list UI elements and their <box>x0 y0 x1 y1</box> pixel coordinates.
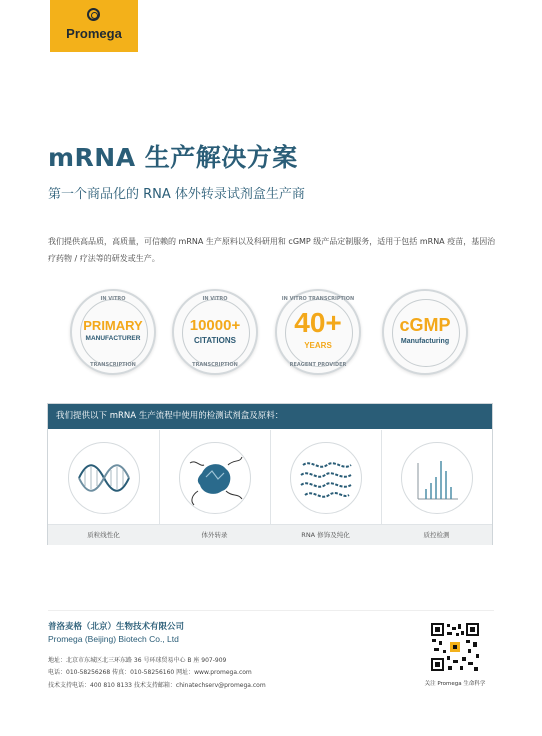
badge-arc-top: IN VITRO <box>100 296 126 302</box>
badge-main-text: 10000+ <box>189 317 241 334</box>
bar-chart-icon <box>401 442 473 514</box>
company-name-cn: 普洛麦格（北京）生物技术有限公司 <box>48 622 185 632</box>
brand-name: Promega <box>66 26 122 41</box>
dna-helix-icon <box>68 442 140 514</box>
badge-sub-text: CITATIONS <box>194 336 236 345</box>
workflow-step-label: 质控检测 <box>381 524 492 545</box>
page-title: mRNA 生产解决方案 <box>48 143 298 172</box>
transcription-icon <box>179 442 251 514</box>
workflow-step-qc <box>381 430 492 544</box>
badge-arc-top: IN VITRO TRANSCRIPTION <box>281 296 355 302</box>
workflow-step-label: RNA 修饰及纯化 <box>270 524 381 545</box>
badge-arc-bottom: TRANSCRIPTION <box>192 362 238 368</box>
workflow-header: 我们提供以下 mRNA 生产流程中使用的检测试剂盒及原料： <box>48 404 492 429</box>
rna-strands-icon <box>290 442 362 514</box>
workflow-step-label: 体外转录 <box>159 524 270 545</box>
badge-main-text: cGMP <box>399 315 451 335</box>
promega-logo <box>50 0 138 52</box>
page-subtitle: 第一个商品化的 RNA 体外转录试剂盒生产商 <box>48 187 305 202</box>
intro-paragraph: 我们提供高品质，高质量，可信赖的 mRNA 生产原料以及科研用和 cGMP 级产品定制服务，适用于包括 mRNA 疫苗，基因治疗药物 / 疗法等的研发或生产。 <box>48 237 496 263</box>
workflow-panel <box>47 403 493 545</box>
badge-arc-bottom: REAGENT PROVIDER <box>289 362 347 368</box>
workflow-step-linearization <box>48 430 159 544</box>
qr-caption: 关注 Promega 生命科学 <box>424 681 486 687</box>
badge-arc-bottom: TRANSCRIPTION <box>90 362 136 368</box>
company-address: 地址：北京市东城区北三环东路 36 号环球贸易中心 B 座 907-909 <box>48 657 227 664</box>
badge-arc-top: IN VITRO <box>202 296 228 302</box>
workflow-step-transcription <box>159 430 270 544</box>
badge-years <box>275 289 361 375</box>
qr-code-icon <box>430 622 480 672</box>
promega-logo-icon <box>87 8 100 21</box>
badge-primary-manufacturer <box>70 289 156 375</box>
badge-main-text: PRIMARY <box>83 318 143 333</box>
badge-sub-text: Manufacturing <box>400 338 450 345</box>
company-support: 技术支持电话：400 810 8133 技术支持邮箱：chinatechserv@promega.com <box>48 682 266 689</box>
badge-citations <box>172 289 258 375</box>
badge-main-text: 40+ <box>294 307 342 338</box>
badge-sub-text: MANUFACTURER <box>85 335 141 342</box>
company-name-en: Promega (Beijing) Biotech Co., Ltd <box>48 634 179 644</box>
footer-divider <box>48 610 494 611</box>
badge-cgmp <box>382 289 468 375</box>
company-contact: 电话：010-58256268 传真：010-58256160 网址：www.promega.com <box>48 669 252 676</box>
workflow-step-label: 质粒线性化 <box>48 524 159 545</box>
badge-sub-text: YEARS <box>304 341 332 350</box>
workflow-step-rna-purification <box>270 430 381 544</box>
